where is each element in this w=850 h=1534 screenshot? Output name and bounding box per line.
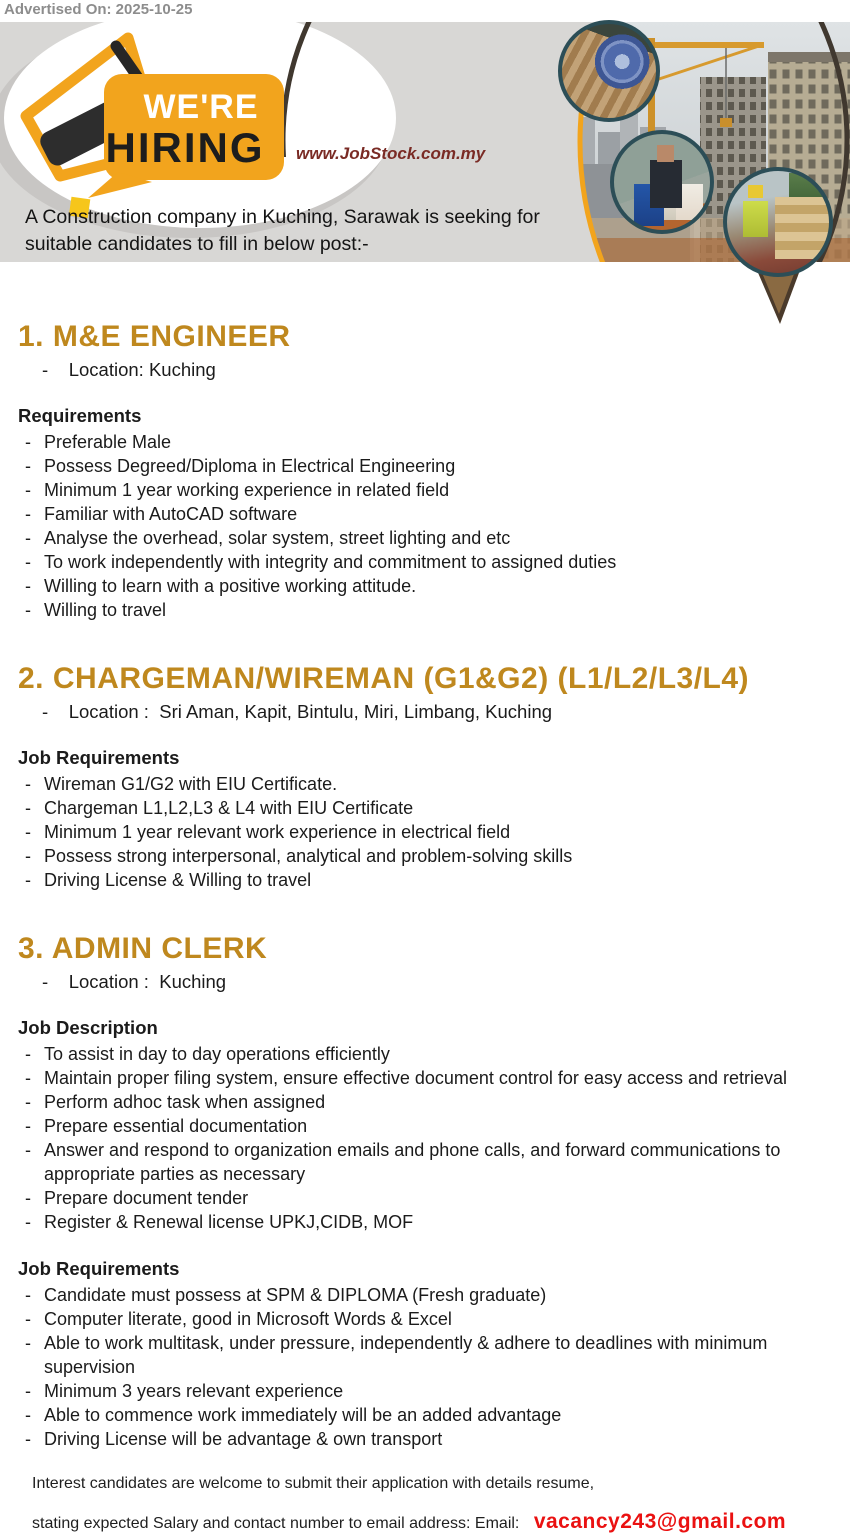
apply-line-1: Interest candidates are welcome to submit their application with details resume, <box>32 1475 595 1492</box>
photo-worker-cement-bags <box>723 167 833 277</box>
header-art-graphic <box>0 22 850 332</box>
job-location: - Location : Sri Aman, Kapit, Bintulu, Miri, Limbang, Kuching <box>42 701 553 722</box>
website-url: www.JobStock.com.my <box>296 144 486 163</box>
bullet-item: - Willing to travel <box>18 598 840 622</box>
bullet-item: - Analyse the overhead, solar system, street lighting and etc <box>18 526 840 550</box>
job-sections <box>18 747 840 892</box>
bullet-item: - Prepare document tender <box>18 1186 840 1210</box>
intro-line-2: suitable candidates to fill in below post:- <box>25 233 369 255</box>
section-heading: Job Description <box>18 1017 158 1038</box>
job-posting <box>18 932 840 1451</box>
section-heading: Job Requirements <box>18 1258 180 1279</box>
bullet-item: - Computer literate, good in Microsoft Words & Excel <box>18 1307 840 1331</box>
advertised-on-label: Advertised On: 2025-10-25 <box>0 0 850 22</box>
job-sections <box>18 405 840 622</box>
bullet-list <box>18 1283 840 1451</box>
bullet-list <box>18 1042 840 1234</box>
job-posting <box>18 320 840 622</box>
intro-line-1: A Construction company in Kuching, Sarawak is seeking for <box>25 206 540 228</box>
bullet-item: - Chargeman L1,L2,L3 & L4 with EIU Certificate <box>18 796 840 820</box>
bullet-item: - Driving License will be advantage & own transport <box>18 1427 840 1451</box>
bullet-item: - Candidate must possess at SPM & DIPLOMA (Fresh graduate) <box>18 1283 840 1307</box>
bullet-item: - Maintain proper filing system, ensure effective document control for easy access and retrieval <box>18 1066 840 1090</box>
bullet-item: - Minimum 3 years relevant experience <box>18 1379 840 1403</box>
bullet-item: - Prepare essential documentation <box>18 1114 840 1138</box>
bullet-item: - To assist in day to day operations efficiently <box>18 1042 840 1066</box>
photo-construction-materials <box>558 20 660 122</box>
bullet-item: - Register & Renewal license UPKJ,CIDB, MOF <box>18 1210 840 1234</box>
job-location: - Location: Kuching <box>42 359 216 380</box>
job-sections <box>18 1017 840 1451</box>
job-section <box>18 747 840 892</box>
bullet-list <box>18 430 840 622</box>
job-title: 1. M&E ENGINEER <box>18 320 291 353</box>
intro-text <box>25 204 540 258</box>
bullet-item: - Answer and respond to organization emails and phone calls, and forward communications to appropriate parties as necessary <box>18 1138 840 1186</box>
job-section <box>18 1258 840 1451</box>
flyer-header <box>0 22 850 262</box>
bullet-item: - Familiar with AutoCAD software <box>18 502 840 526</box>
job-section <box>18 405 840 622</box>
job-title: 2. CHARGEMAN/WIREMAN (G1&G2) (L1/L2/L3/L4) <box>18 662 750 695</box>
apply-line-2-text: stating expected Salary and contact number to email address: Email: <box>32 1515 520 1532</box>
bullet-list <box>18 772 840 892</box>
bullet-item: - Preferable Male <box>18 430 840 454</box>
bullet-item: - Able to commence work immediately will be an added advantage <box>18 1403 840 1427</box>
application-instructions <box>32 1475 850 1534</box>
bullet-item: - Possess strong interpersonal, analytical and problem-solving skills <box>18 844 840 868</box>
bullet-item: - Wireman G1/G2 with EIU Certificate. <box>18 772 840 796</box>
bullet-item: - Minimum 1 year working experience in related field <box>18 478 840 502</box>
bullet-item: - Possess Degreed/Diploma in Electrical Engineering <box>18 454 840 478</box>
bullet-item: - Driving License & Willing to travel <box>18 868 840 892</box>
bullet-item: - Willing to learn with a positive working attitude. <box>18 574 840 598</box>
bullet-item: - Perform adhoc task when assigned <box>18 1090 840 1114</box>
bullet-item: - To work independently with integrity and commitment to assigned duties <box>18 550 840 574</box>
job-listings <box>0 262 850 1451</box>
photo-worker-paint-buckets <box>610 130 714 234</box>
job-location: - Location : Kuching <box>42 971 227 992</box>
hiring-logo-text-were: WE'RE <box>143 88 259 126</box>
application-email: vacancy243@gmail.com <box>533 1510 787 1533</box>
job-posting <box>18 662 840 892</box>
section-heading: Requirements <box>18 405 142 426</box>
section-heading: Job Requirements <box>18 747 180 768</box>
bullet-item: - Able to work multitask, under pressure, independently & adhere to deadlines with minimum supervision <box>18 1331 840 1379</box>
apply-line-2 <box>32 1510 850 1534</box>
bullet-item: - Minimum 1 year relevant work experience in electrical field <box>18 820 840 844</box>
job-title: 3. ADMIN CLERK <box>18 932 268 965</box>
hiring-logo-text-hiring: HIRING <box>105 124 265 171</box>
job-section <box>18 1017 840 1234</box>
